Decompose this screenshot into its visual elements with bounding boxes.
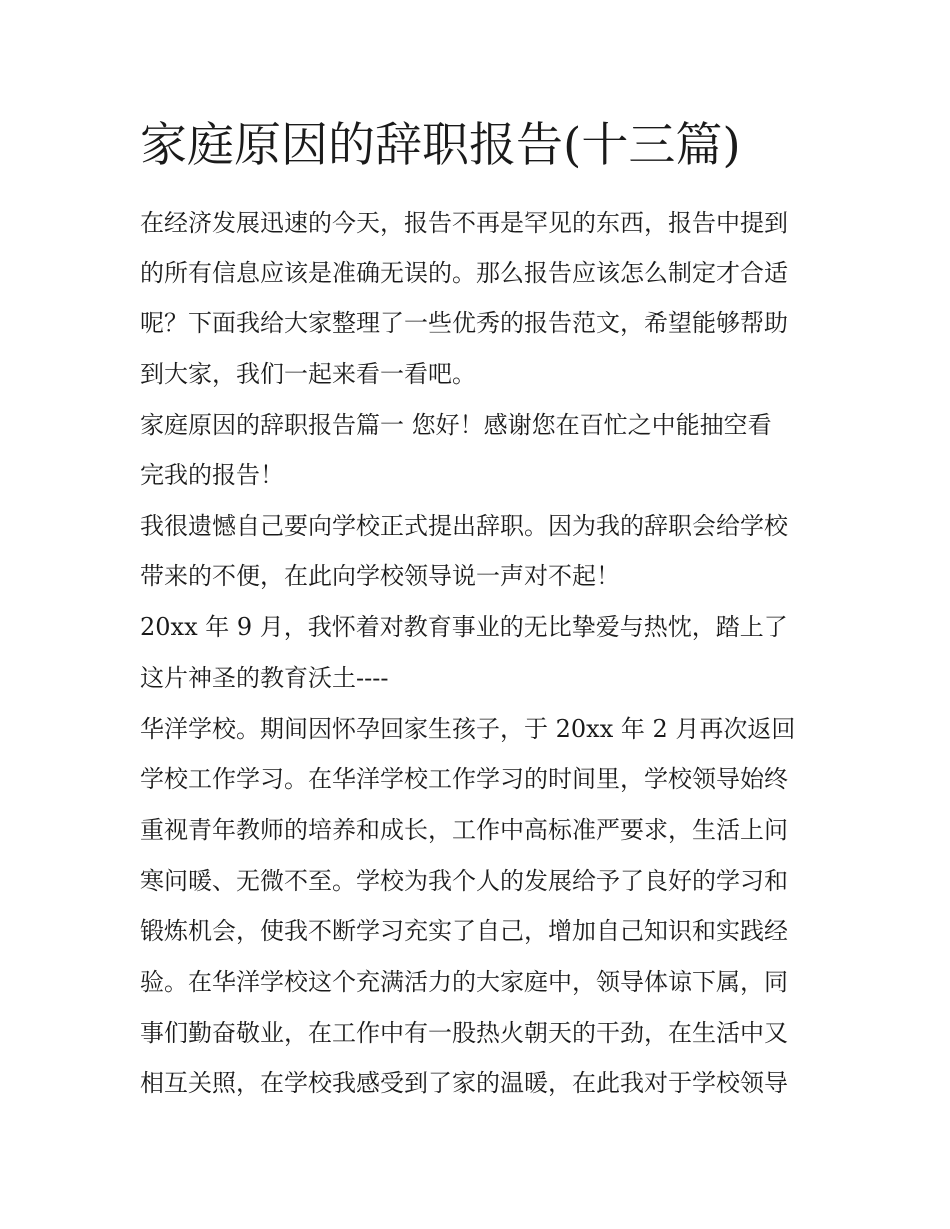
body-line: 带来的不便，在此向学校领导说一声对不起！ <box>140 562 620 590</box>
body-line: 在经济发展迅速的今天，报告不再是罕见的东西，报告中提到 <box>140 209 788 237</box>
body-line: 寒问暖、无微不至。学校为我个人的发展给予了良好的学习和 <box>140 867 788 895</box>
body-line: 华洋学校。期间因怀孕回家生孩子，于 20xx 年 2 月再次返回 <box>140 715 796 743</box>
body-line: 事们勤奋敬业，在工作中有一股热火朝天的干劲，在生活中又 <box>140 1019 788 1047</box>
body-line: 验。在华洋学校这个充满活力的大家庭中，领导体谅下属，同 <box>140 968 788 996</box>
body-line: 我很遗憾自己要向学校正式提出辞职。因为我的辞职会给学校 <box>140 512 788 540</box>
body-line: 到大家，我们一起来看一看吧。 <box>140 360 476 388</box>
body-line: 20xx 年 9 月，我怀着对教育事业的无比挚爱与热忱，踏上了 <box>140 613 788 641</box>
body-line: 锻炼机会，使我不断学习充实了自己，增加自己知识和实践经 <box>140 917 788 945</box>
document-title: 家庭原因的辞职报告(十三篇) <box>140 118 741 173</box>
body-line: 家庭原因的辞职报告篇一 您好！感谢您在百忙之中能抽空看 <box>140 411 772 439</box>
body-line: 相互关照，在学校我感受到了家的温暖，在此我对于学校领导 <box>140 1069 788 1097</box>
body-line: 呢？下面我给大家整理了一些优秀的报告范文，希望能够帮助 <box>140 309 788 337</box>
body-line: 学校工作学习。在华洋学校工作学习的时间里，学校领导始终 <box>140 765 788 793</box>
body-line: 重视青年教师的培养和成长，工作中高标准严要求，生活上问 <box>140 816 788 844</box>
body-line: 完我的报告！ <box>140 461 284 489</box>
body-line: 这片神圣的教育沃土---- <box>140 664 389 692</box>
body-line: 的所有信息应该是准确无误的。那么报告应该怎么制定才合适 <box>140 259 788 287</box>
